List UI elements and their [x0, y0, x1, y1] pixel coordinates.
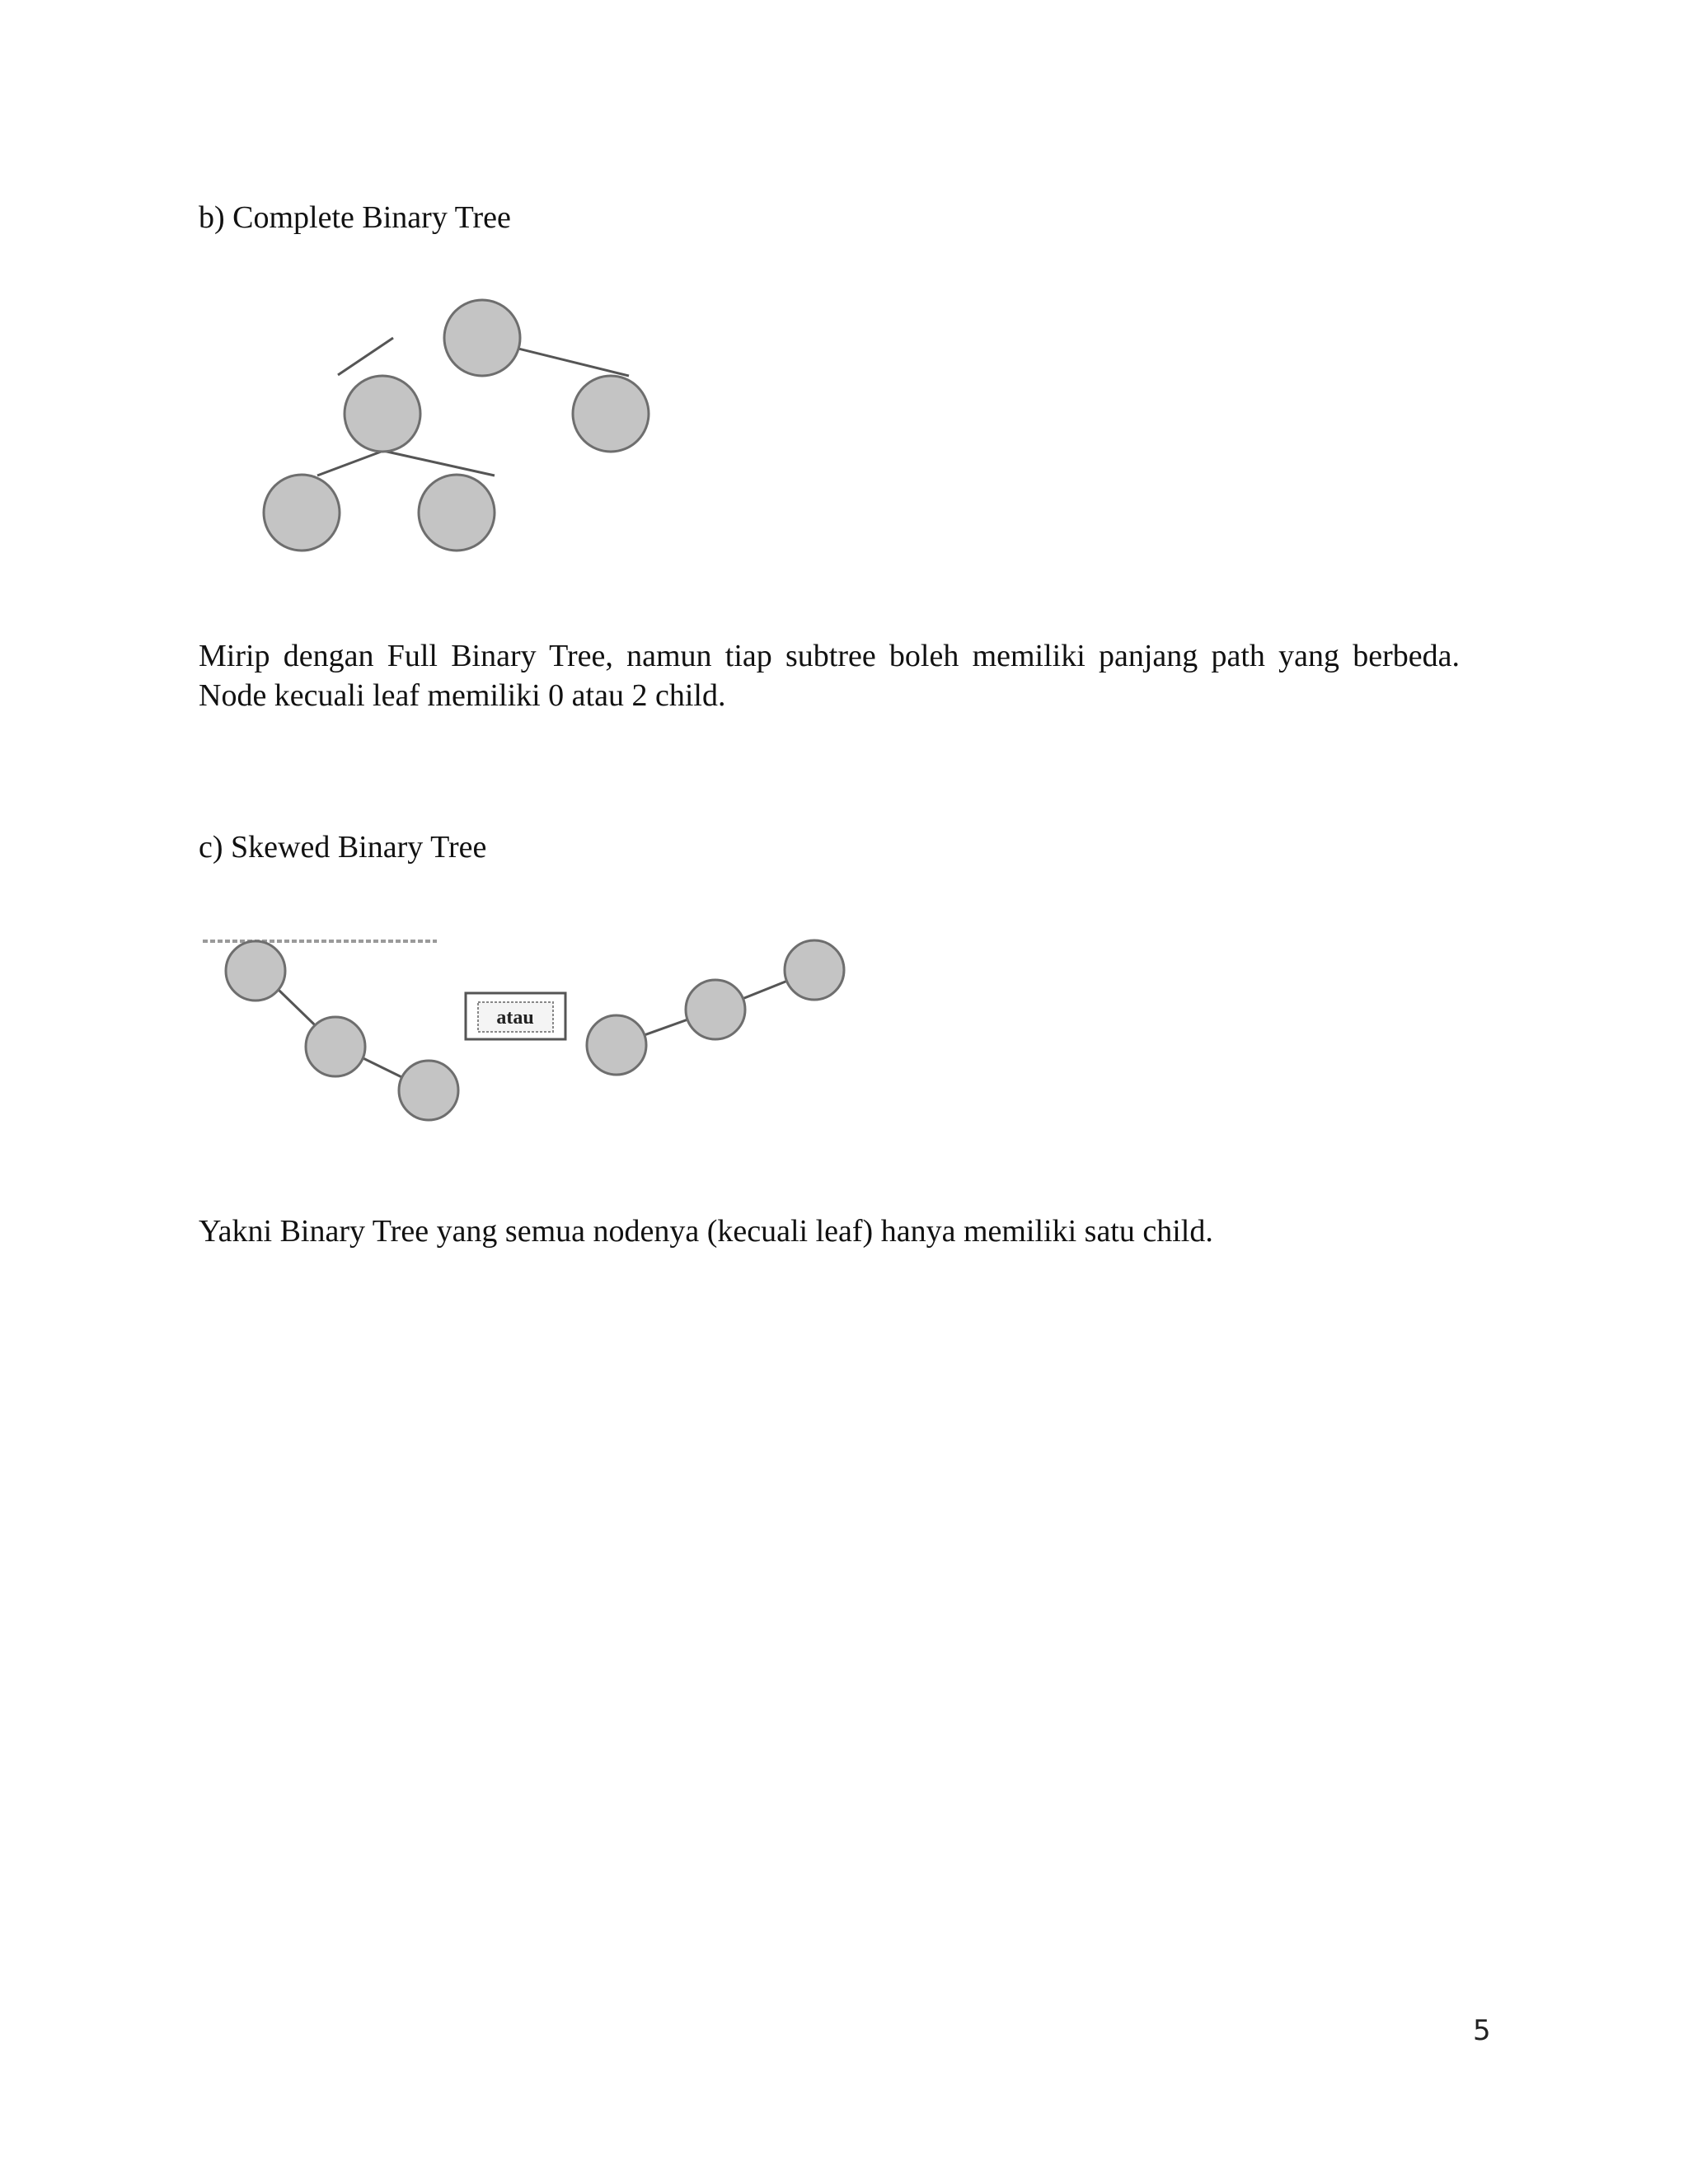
skewed-left-node-1 — [226, 941, 285, 1001]
skewed-left-node-2 — [306, 1017, 365, 1076]
description-line: Node kecuali leaf memiliki 0 atau 2 child. — [199, 678, 726, 713]
skewed-right-node-2 — [686, 980, 745, 1039]
description-line: Yakni Binary Tree yang semua nodenya (kecuali leaf) hanya memiliki satu child. — [199, 1214, 1213, 1249]
tree-edge — [338, 338, 393, 375]
skewed-left-node-3 — [399, 1061, 458, 1120]
page-number: 5 — [1473, 2014, 1491, 2047]
complete-binary-tree-diagram — [247, 284, 676, 565]
tree-edge — [383, 451, 495, 476]
heading-skewed-binary-tree: c) Skewed Binary Tree — [199, 830, 487, 865]
atau-label-box — [466, 993, 565, 1039]
tree-edge — [317, 451, 383, 476]
tree-node-root — [444, 300, 520, 376]
skewed-right-node-3 — [785, 940, 844, 1000]
heading-complete-binary-tree: b) Complete Binary Tree — [199, 200, 511, 235]
skewed-binary-tree-diagram — [198, 923, 857, 1129]
tree-node-left-right — [419, 475, 495, 551]
tree-node-left — [345, 376, 420, 452]
atau-label: atau — [496, 1007, 534, 1029]
description-line: Mirip dengan Full Binary Tree, namun tiap subtree boleh memiliki panjang path yang berbeda. — [199, 639, 1460, 673]
skewed-right-node-1 — [587, 1015, 646, 1075]
tree-node-right — [573, 376, 649, 452]
skewed-binary-tree-description — [199, 1212, 1213, 1251]
complete-binary-tree-description — [199, 636, 1460, 715]
tree-node-left-left — [264, 475, 340, 551]
